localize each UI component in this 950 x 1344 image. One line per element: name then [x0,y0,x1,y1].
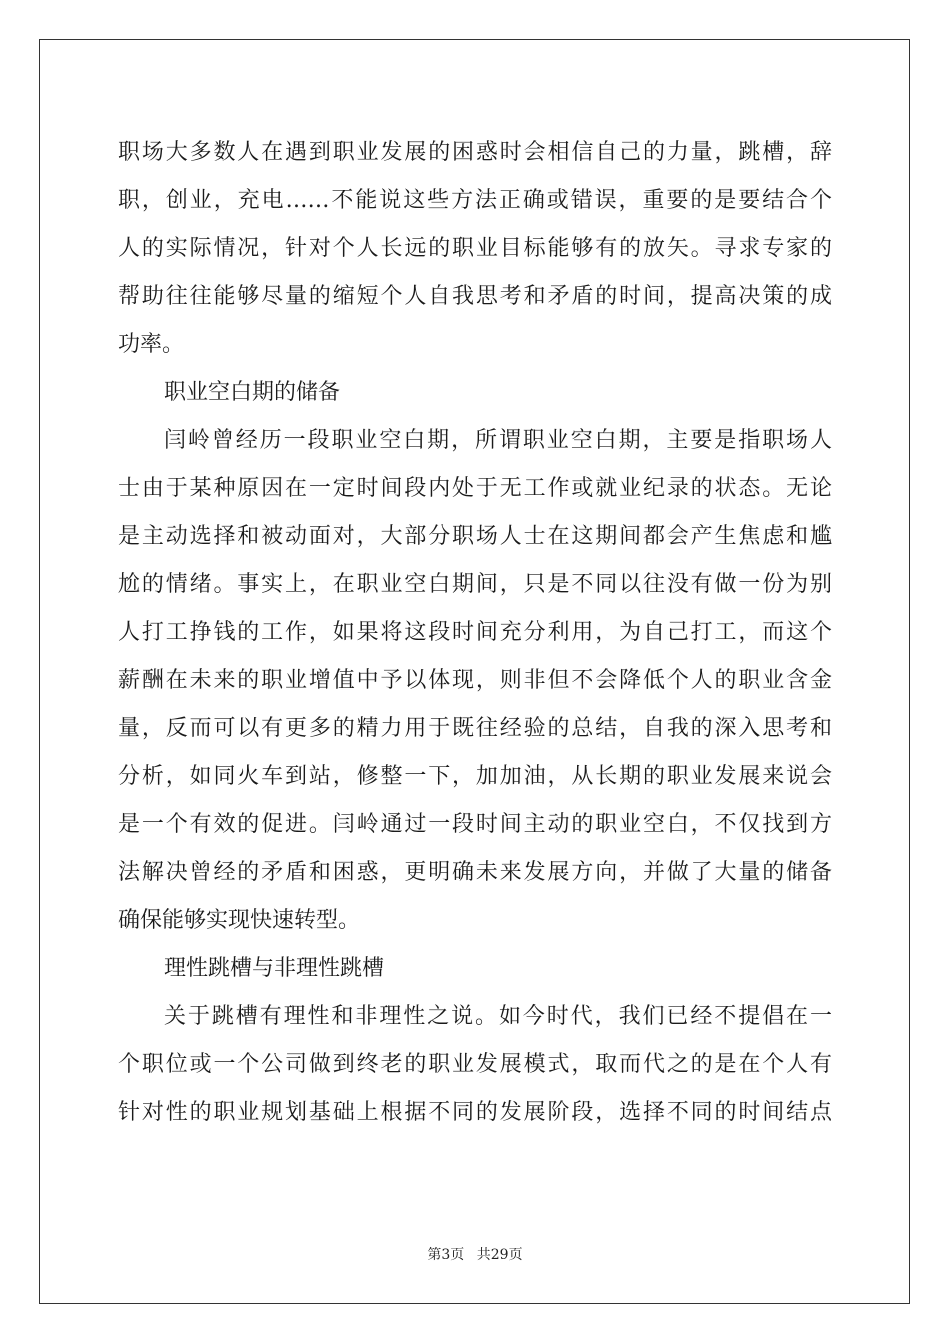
text-line: 法解决曾经的矛盾和困惑，更明确未来发展方向，并做了大量的储备 [118,860,832,885]
text-line: 针对性的职业规划基础上根据不同的发展阶段，选择不同的时间结点 [118,1100,832,1125]
text-line: 尬的情绪。事实上，在职业空白期间，只是不同以往没有做一份为别 [118,572,832,597]
text-line: 职场大多数人在遇到职业发展的困惑时会相信自己的力量，跳槽，辞 [118,140,832,165]
text-line: 关于跳槽有理性和非理性之说。如今时代，我们已经不提倡在一 [164,1004,832,1029]
text-line: 帮助往往能够尽量的缩短个人自我思考和矛盾的时间，提高决策的成 [118,284,832,309]
text-line: 是主动选择和被动面对，大部分职场人士在这期间都会产生焦虑和尴 [118,524,832,549]
text-line: 薪酬在未来的职业增值中予以体现，则非但不会降低个人的职业含金 [118,668,832,693]
page-footer [0,1244,950,1264]
page-number: 第3页 [427,1247,465,1263]
text-line: 确保能够实现快速转型。 [118,908,361,933]
text-line: 个职位或一个公司做到终老的职业发展模式，取而代之的是在个人有 [118,1052,832,1077]
text-line: 人的实际情况，针对个人长远的职业目标能够有的放矢。寻求专家的 [118,236,832,261]
text-line: 分析，如同火车到站，修整一下，加加油，从长期的职业发展来说会 [118,764,832,789]
page-total: 共29页 [476,1247,523,1263]
section-heading: 理性跳槽与非理性跳槽 [164,956,385,981]
text-line: 闫岭曾经历一段职业空白期，所谓职业空白期，主要是指职场人 [164,428,832,453]
text-line: 人打工挣钱的工作，如果将这段时间充分利用，为自己打工，而这个 [118,620,832,645]
text-line: 功率。 [118,332,185,357]
text-line: 量，反而可以有更多的精力用于既往经验的总结，自我的深入思考和 [118,716,832,741]
section-heading: 职业空白期的储备 [164,380,341,405]
document-body [118,129,832,1137]
text-line: 是一个有效的促进。闫岭通过一段时间主动的职业空白，不仅找到方 [118,812,832,837]
text-line: 职，创业，充电……不能说这些方法正确或错误，重要的是要结合个 [118,188,832,213]
text-line: 士由于某种原因在一定时间段内处于无工作或就业纪录的状态。无论 [118,476,832,501]
